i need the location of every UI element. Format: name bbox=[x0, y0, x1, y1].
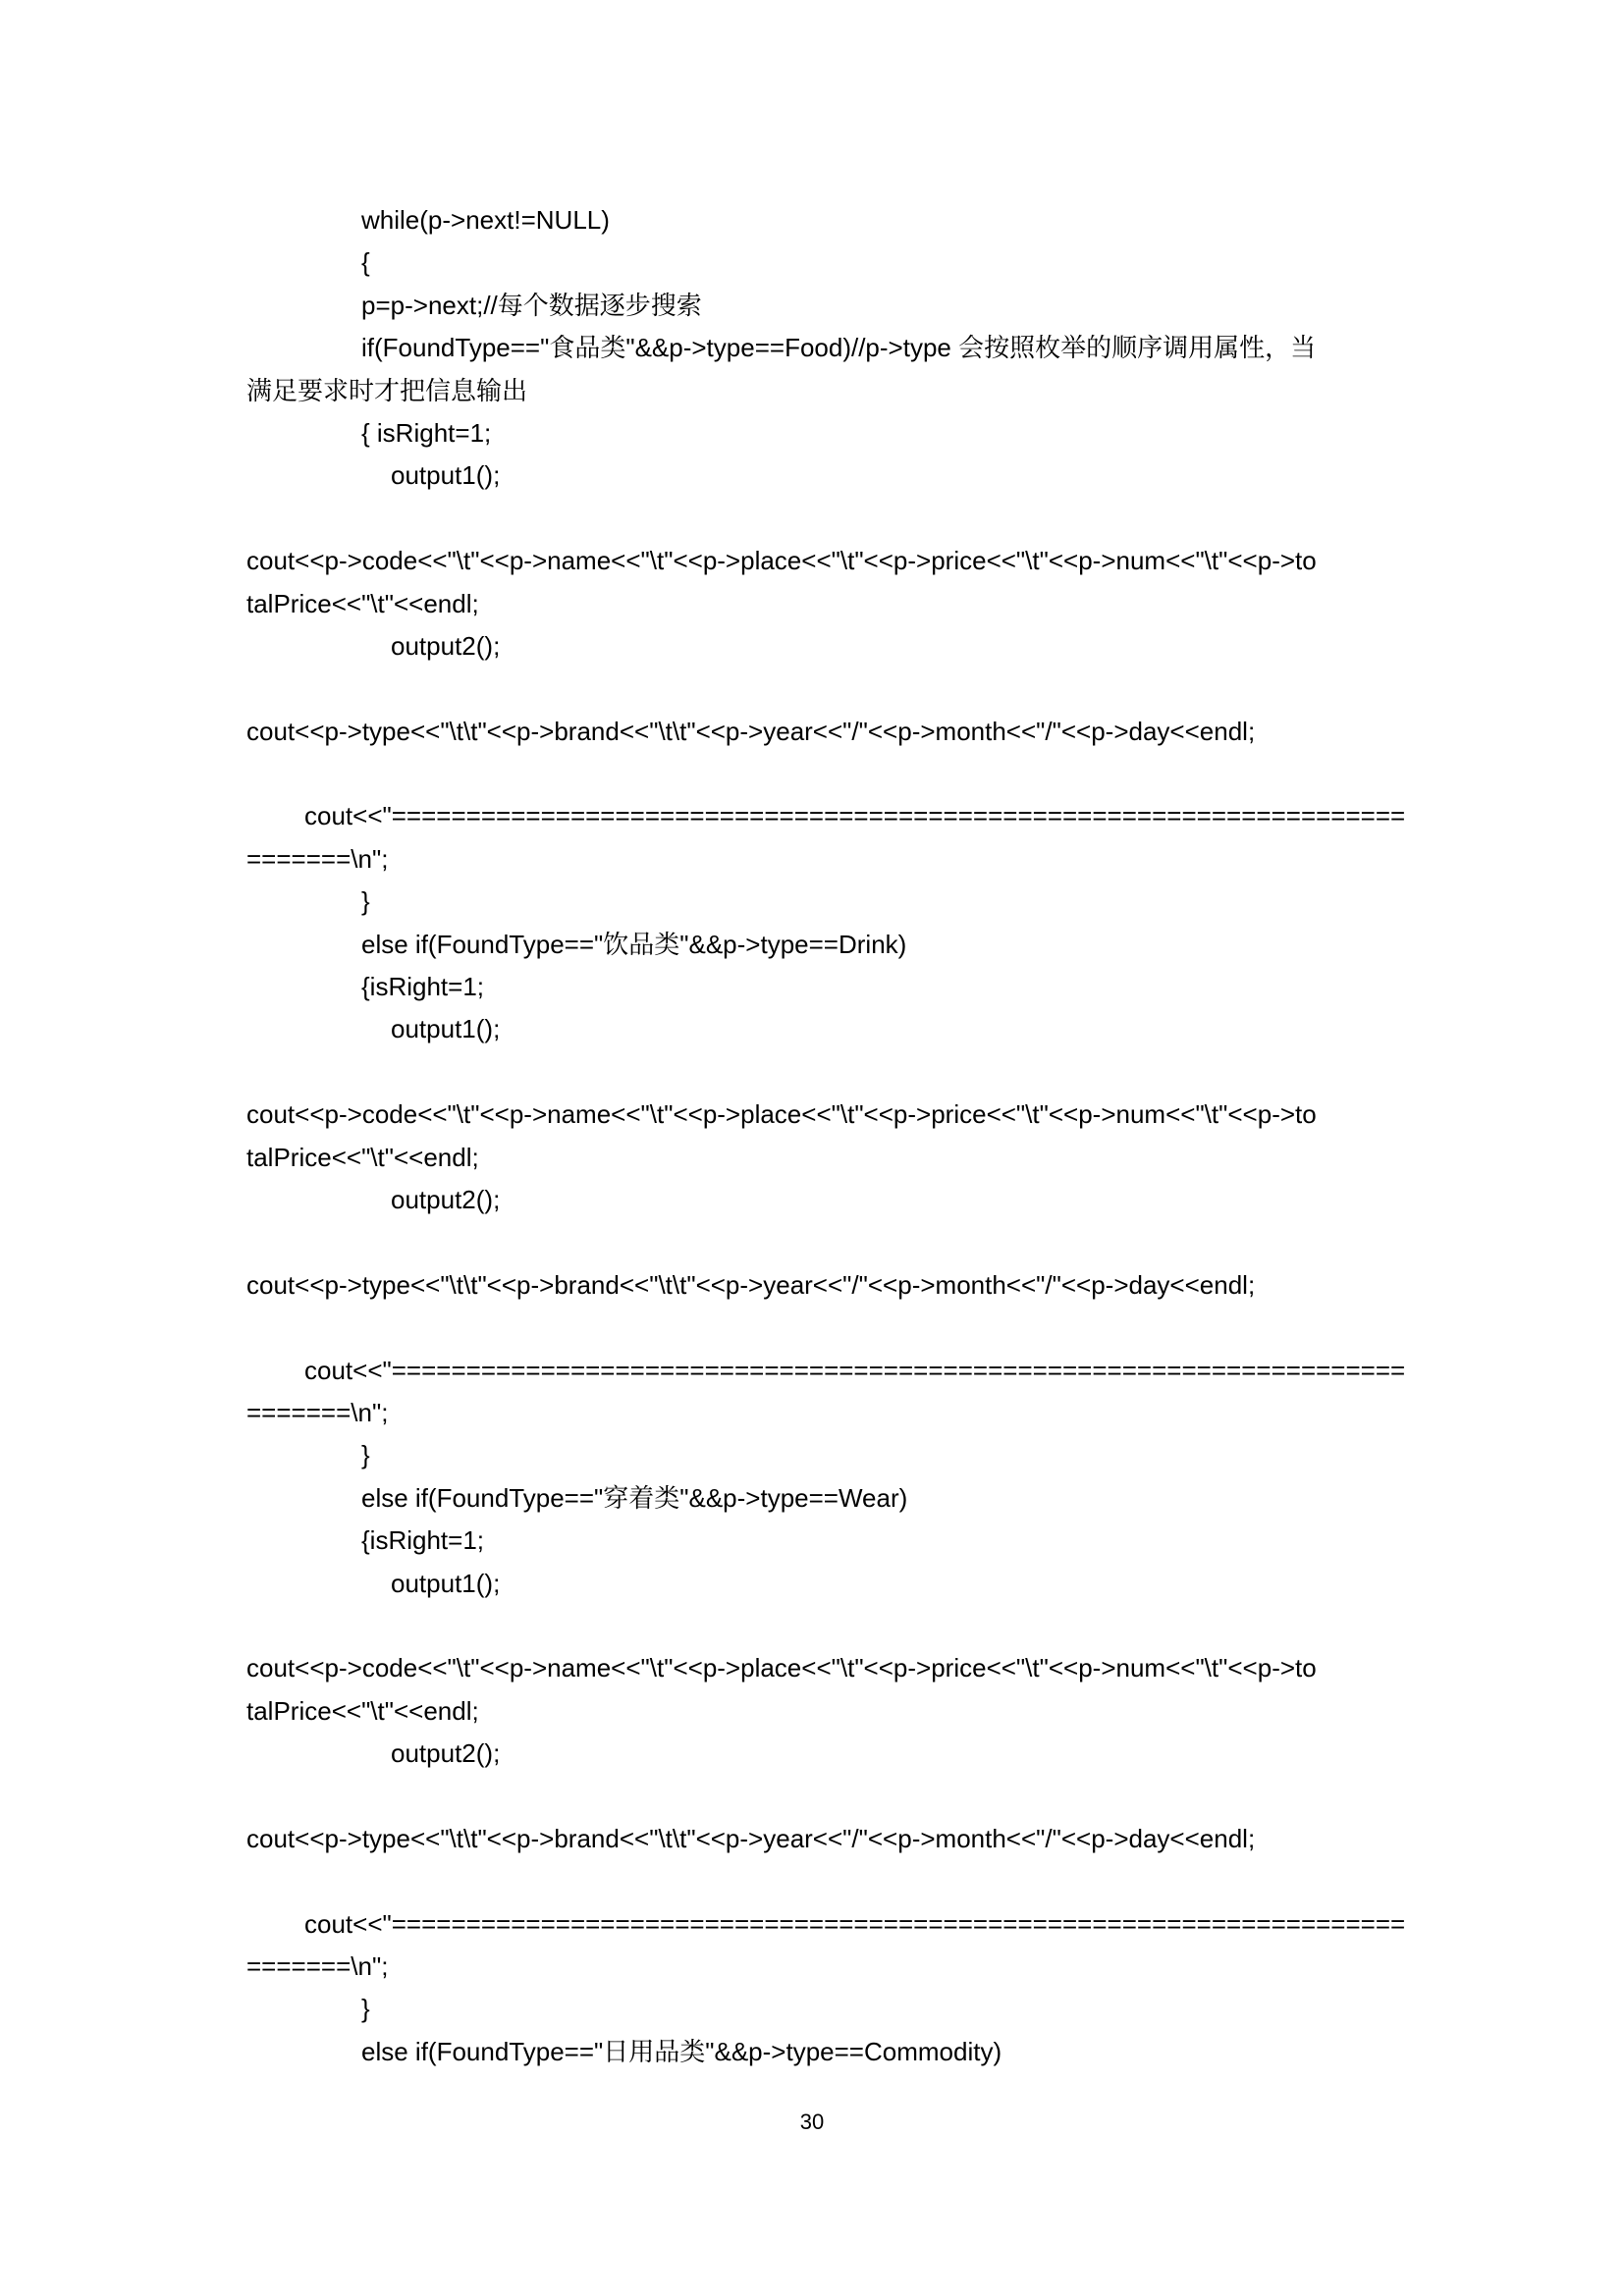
code-line: } bbox=[361, 1440, 370, 1470]
code-listing bbox=[0, 199, 1624, 2073]
blank-line bbox=[0, 667, 1624, 710]
blank-line bbox=[0, 1860, 1624, 1902]
code-line: =======\n"; bbox=[246, 843, 389, 874]
code-line: cout<<p->code<<"\t"<<p->name<<"\t"<<p->place<<"\t"<<p->price<<"\t"<<p->num<<"\t"<<p->to bbox=[246, 546, 1317, 576]
code-line: { isRight=1; bbox=[361, 417, 492, 448]
code-line: cout<<p->type<<"\t\t"<<p->brand<<"\t\t"<<p->year<<"/"<<p->month<<"/"<<p->day<<endl; bbox=[246, 716, 1256, 746]
code-line: output1(); bbox=[391, 1568, 501, 1598]
blank-line bbox=[0, 1775, 1624, 1817]
code-line: =======\n"; bbox=[246, 1951, 389, 1982]
code-line: p=p->next;//每个数据逐步搜索 bbox=[361, 290, 702, 320]
code-line: output1(); bbox=[391, 1014, 501, 1044]
code-line: } bbox=[361, 1994, 370, 2024]
code-line: output2(); bbox=[391, 1184, 501, 1214]
code-line: cout<<"==================================================================== bbox=[304, 1355, 1406, 1385]
code-line: } bbox=[361, 886, 370, 917]
code-line: {isRight=1; bbox=[361, 972, 485, 1002]
code-line: output2(); bbox=[391, 630, 501, 661]
code-line: {isRight=1; bbox=[361, 1525, 485, 1556]
code-line: cout<<p->code<<"\t"<<p->name<<"\t"<<p->place<<"\t"<<p->price<<"\t"<<p->num<<"\t"<<p->to bbox=[246, 1099, 1317, 1130]
page-number: 30 bbox=[799, 2109, 825, 2134]
code-line: { bbox=[361, 247, 370, 278]
code-line: cout<<"==================================================================== bbox=[304, 1908, 1406, 1939]
code-line: output2(); bbox=[391, 1738, 501, 1769]
blank-line bbox=[0, 1605, 1624, 1647]
code-line: if(FoundType=="食品类"&&p->type==Food)//p->type 会按照枚举的顺序调用属性，当 bbox=[361, 333, 1317, 363]
code-line: =======\n"; bbox=[246, 1397, 389, 1427]
code-line: talPrice<<"\t"<<endl; bbox=[246, 588, 479, 618]
blank-line bbox=[0, 1051, 1624, 1094]
code-line: talPrice<<"\t"<<endl; bbox=[246, 1142, 479, 1172]
code-line: else if(FoundType=="饮品类"&&p->type==Drink) bbox=[361, 929, 907, 959]
blank-line bbox=[0, 753, 1624, 795]
code-line: else if(FoundType=="穿着类"&&p->type==Wear) bbox=[361, 1482, 908, 1513]
code-line: cout<<p->type<<"\t\t"<<p->brand<<"\t\t"<<p->year<<"/"<<p->month<<"/"<<p->day<<endl; bbox=[246, 1823, 1256, 1853]
code-line: cout<<p->code<<"\t"<<p->name<<"\t"<<p->place<<"\t"<<p->price<<"\t"<<p->num<<"\t"<<p->to bbox=[246, 1653, 1317, 1683]
code-line: while(p->next!=NULL) bbox=[361, 205, 610, 235]
blank-line bbox=[0, 1221, 1624, 1263]
code-line: else if(FoundType=="日用品类"&&p->type==Commodity) bbox=[361, 2036, 1002, 2066]
blank-line bbox=[0, 1307, 1624, 1349]
code-line: output1(); bbox=[391, 460, 501, 491]
code-line: cout<<p->type<<"\t\t"<<p->brand<<"\t\t"<<p->year<<"/"<<p->month<<"/"<<p->day<<endl; bbox=[246, 1269, 1256, 1300]
blank-line bbox=[0, 498, 1624, 540]
code-line: cout<<"==================================================================== bbox=[304, 801, 1406, 831]
code-line: talPrice<<"\t"<<endl; bbox=[246, 1695, 479, 1726]
code-line: 满足要求时才把信息输出 bbox=[246, 375, 528, 405]
